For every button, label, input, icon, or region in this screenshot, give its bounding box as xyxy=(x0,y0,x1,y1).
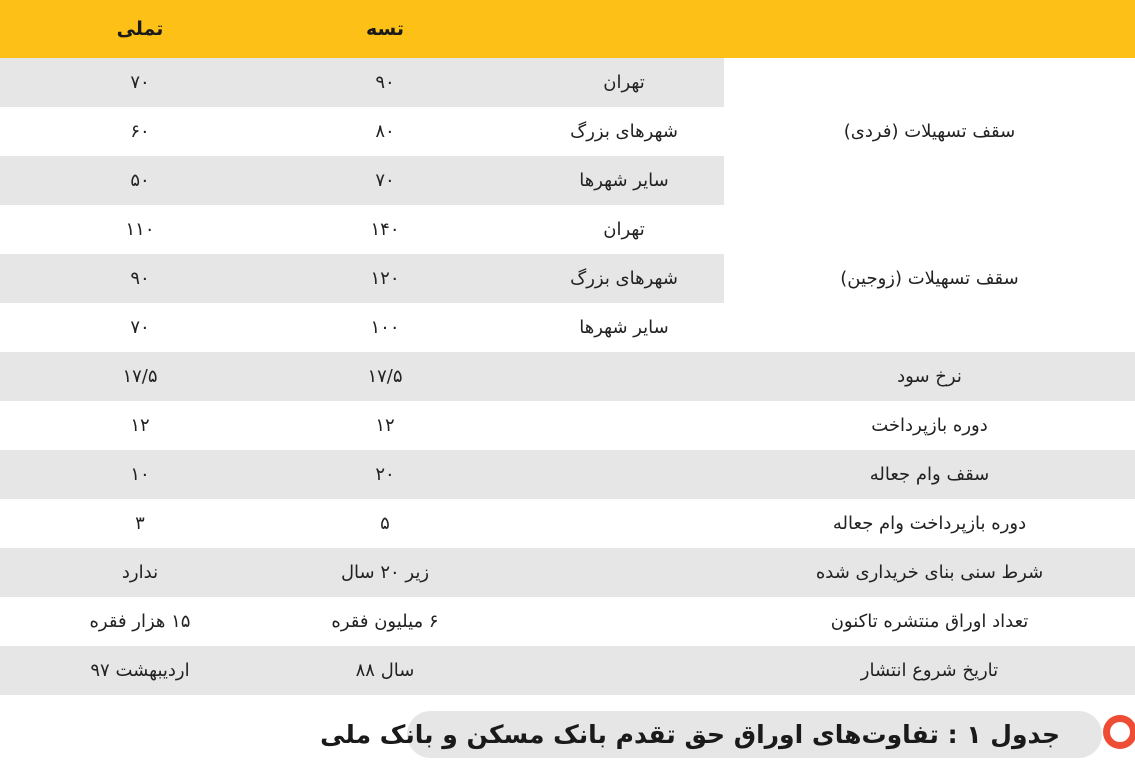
cell-tamli: ۹۰ xyxy=(130,268,150,289)
cell-tese: ۸۰ xyxy=(375,121,395,142)
cell-tamli: ندارد xyxy=(121,562,159,583)
table-row xyxy=(0,352,1135,401)
cell-tese: ۱۲۰ xyxy=(370,268,400,289)
table-row xyxy=(0,646,1135,695)
group-label-individual: سقف تسهیلات (فردی) xyxy=(724,58,1135,205)
cell-city: سایر شهرها xyxy=(579,170,669,191)
cell-tese: ۱۲ xyxy=(375,415,395,436)
cell-tamli: ۱۰ xyxy=(130,464,150,485)
cell-tese: ۱۷/۵ xyxy=(367,366,403,387)
cell-label: تعداد اوراق منتشره تاکنون xyxy=(830,611,1029,632)
circle-bullet-icon xyxy=(1103,715,1135,749)
cell-city: شهرهای بزرگ xyxy=(570,121,678,142)
table-row xyxy=(0,597,1135,646)
cell-tamli: ۱۵ هزار فقره xyxy=(89,611,191,632)
cell-city: تهران xyxy=(603,219,645,240)
cell-tese: ۹۰ xyxy=(375,72,395,93)
cell-city: سایر شهرها xyxy=(579,317,669,338)
group-label-couples: سقف تسهیلات (زوجین) xyxy=(724,205,1135,352)
table-header xyxy=(0,0,1135,58)
cell-tese: ۲۰ xyxy=(375,464,395,485)
cell-tese: سال ۸۸ xyxy=(355,660,415,681)
cell-tamli: ۱۱۰ xyxy=(125,219,155,240)
cell-tamli: ۷۰ xyxy=(130,72,150,93)
cell-tese: ۶ میلیون فقره xyxy=(331,611,439,632)
table-caption xyxy=(320,711,1102,758)
cell-city: تهران xyxy=(603,72,645,93)
cell-tese: ۱۰۰ xyxy=(370,317,400,338)
cell-label: نرخ سود xyxy=(897,366,962,387)
caption-text: جدول ۱ : تفاوت‌های اوراق حق تقدم بانک مسکن و بانک ملی xyxy=(320,720,1060,749)
cell-tamli: اردیبهشت ۹۷ xyxy=(90,660,190,681)
cell-label: شرط سنی بنای خریداری شده xyxy=(815,562,1044,583)
cell-tamli: ۷۰ xyxy=(130,317,150,338)
cell-city: شهرهای بزرگ xyxy=(570,268,678,289)
cell-tamli: ۶۰ xyxy=(130,121,150,142)
cell-label: دوره بازپرداخت xyxy=(871,415,988,436)
table-row xyxy=(0,450,1135,499)
cell-tamli: ۱۷/۵ xyxy=(122,366,158,387)
header-tamli: تملی xyxy=(116,18,164,40)
cell-tese: ۱۴۰ xyxy=(370,219,400,240)
cell-tamli: ۵۰ xyxy=(130,170,150,191)
cell-label: دوره بازپرداخت وام جعاله xyxy=(832,513,1027,534)
cell-tese: زیر ۲۰ سال xyxy=(340,562,430,583)
cell-label: تاریخ شروع انتشار xyxy=(860,660,999,681)
cell-tese: ۷۰ xyxy=(375,170,395,191)
table-row xyxy=(0,499,1135,548)
header-tese: تسه xyxy=(366,18,404,40)
table-row xyxy=(0,548,1135,597)
cell-label: سقف وام جعاله xyxy=(869,464,990,485)
cell-tamli: ۱۲ xyxy=(130,415,150,436)
cell-tamli: ۳ xyxy=(135,513,145,534)
table-row xyxy=(0,401,1135,450)
cell-tese: ۵ xyxy=(380,513,390,534)
